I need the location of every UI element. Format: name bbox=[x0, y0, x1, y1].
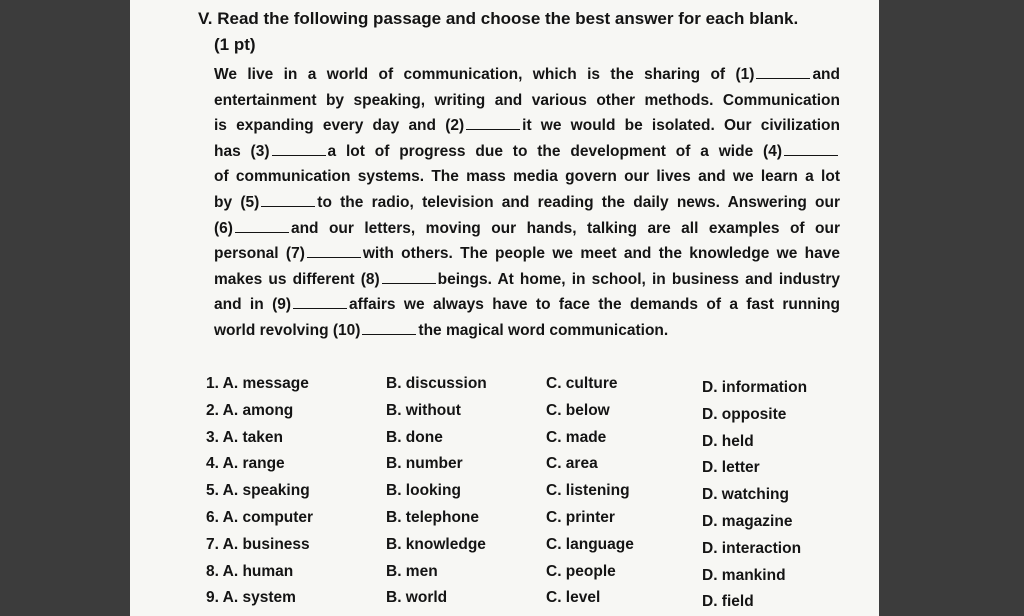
option-a: 6. A. computer bbox=[206, 508, 314, 526]
option-c: C. made bbox=[546, 428, 607, 446]
question-row bbox=[206, 402, 866, 429]
passage-text: world revolving (10) bbox=[214, 321, 361, 339]
passage-text: with others. The people we meet and the knowledge we have bbox=[362, 245, 840, 263]
passage-text: and our letters, moving our hands, talking are all examples of our bbox=[290, 219, 840, 237]
passage-line bbox=[214, 113, 840, 139]
option-c: C. area bbox=[546, 455, 598, 473]
passage-line bbox=[214, 139, 840, 165]
option-a: 5. A. speaking bbox=[206, 482, 310, 500]
passage-text: to the radio, television and reading the daily news. Answering our bbox=[317, 193, 841, 211]
passage-line bbox=[214, 62, 840, 88]
passage-line bbox=[214, 190, 840, 216]
question-row bbox=[206, 429, 866, 456]
option-b: B. number bbox=[386, 455, 463, 473]
answer-blank bbox=[362, 322, 416, 335]
passage-text: beings. At home, in school, in business and industry bbox=[437, 270, 840, 288]
option-b: B. looking bbox=[386, 482, 461, 500]
option-a: 7. A. business bbox=[206, 535, 310, 553]
option-a: 1. A. message bbox=[206, 375, 309, 392]
passage-text: and in (9) bbox=[214, 296, 292, 314]
passage-line bbox=[214, 318, 840, 344]
option-b: B. telephone bbox=[386, 508, 480, 526]
passage-text: affairs we always have to face the demands of a fast running bbox=[349, 296, 840, 314]
answer-blank bbox=[261, 194, 315, 207]
option-d: D. magazine bbox=[702, 512, 793, 530]
question-row bbox=[206, 536, 866, 563]
option-b: B. knowledge bbox=[386, 535, 486, 553]
passage-text: of communication systems. The mass media govern our lives and we learn a lot bbox=[214, 168, 840, 186]
passage-text: is expanding every day and (2) bbox=[214, 117, 465, 135]
option-d: D. information bbox=[702, 379, 808, 396]
option-b: B. men bbox=[386, 562, 438, 580]
reading-passage bbox=[214, 62, 840, 344]
option-d: D. mankind bbox=[702, 566, 786, 584]
passage-text: a lot of progress due to the development of a wide (4) bbox=[327, 142, 782, 160]
answer-blank bbox=[293, 296, 347, 309]
option-d: D. interaction bbox=[702, 539, 802, 557]
option-b: B. discussion bbox=[386, 375, 487, 392]
option-a: 9. A. system bbox=[206, 589, 296, 607]
passage-line bbox=[214, 267, 840, 293]
passage-text: it we would be isolated. Our civilization bbox=[522, 117, 840, 135]
answer-blank bbox=[466, 117, 520, 130]
passage-line bbox=[214, 164, 840, 190]
option-a: 3. A. taken bbox=[206, 428, 283, 446]
passage-line bbox=[214, 241, 840, 267]
answer-blank bbox=[784, 143, 838, 156]
option-b: B. without bbox=[386, 401, 461, 419]
passage-text: We live in a world of communication, which is the sharing of (1) bbox=[214, 66, 755, 83]
passage-line bbox=[214, 292, 840, 318]
option-d: D. letter bbox=[702, 459, 760, 477]
question-row bbox=[206, 482, 866, 509]
question-row bbox=[206, 455, 866, 482]
option-a: 2. A. among bbox=[206, 401, 294, 419]
question-row bbox=[206, 509, 866, 536]
passage-text: personal (7) bbox=[214, 245, 305, 263]
option-d: D. watching bbox=[702, 486, 789, 504]
section-title-points: (1 pt) bbox=[214, 35, 256, 54]
option-a: 4. A. range bbox=[206, 455, 285, 473]
passage-line bbox=[214, 216, 840, 242]
option-c: C. level bbox=[546, 589, 601, 607]
option-c: C. printer bbox=[546, 508, 615, 526]
section-heading bbox=[198, 6, 878, 58]
option-b: B. world bbox=[386, 589, 448, 607]
passage-text: (6) bbox=[214, 219, 233, 237]
question-row bbox=[206, 563, 866, 590]
passage-text: and bbox=[812, 66, 840, 83]
option-d: D. held bbox=[702, 432, 754, 450]
passage-text: has (3) bbox=[214, 142, 270, 160]
answer-blank bbox=[382, 271, 436, 284]
option-d: D. opposite bbox=[702, 405, 787, 423]
passage-text: by (5) bbox=[214, 193, 260, 211]
answer-blank bbox=[235, 220, 289, 233]
answer-blank bbox=[307, 245, 361, 258]
option-b: B. done bbox=[386, 428, 443, 446]
option-a: 8. A. human bbox=[206, 562, 294, 580]
passage-text: entertainment by speaking, writing and various other methods. Communication bbox=[214, 91, 840, 109]
answer-options bbox=[206, 375, 866, 616]
passage-text: makes us different (8) bbox=[214, 270, 380, 288]
question-row bbox=[206, 375, 866, 402]
answer-blank bbox=[272, 143, 326, 156]
option-d: D. field bbox=[702, 593, 754, 611]
question-row bbox=[206, 589, 866, 616]
answer-blank bbox=[756, 66, 810, 79]
section-title-line1: V. Read the following passage and choose the best answer for each blank. bbox=[198, 9, 799, 28]
worksheet-page bbox=[130, 0, 879, 616]
passage-line bbox=[214, 88, 840, 114]
option-c: C. culture bbox=[546, 375, 618, 392]
option-c: C. people bbox=[546, 562, 616, 580]
option-c: C. listening bbox=[546, 482, 630, 500]
option-c: C. language bbox=[546, 535, 634, 553]
option-c: C. below bbox=[546, 401, 610, 419]
passage-text: the magical word communication. bbox=[418, 321, 669, 339]
